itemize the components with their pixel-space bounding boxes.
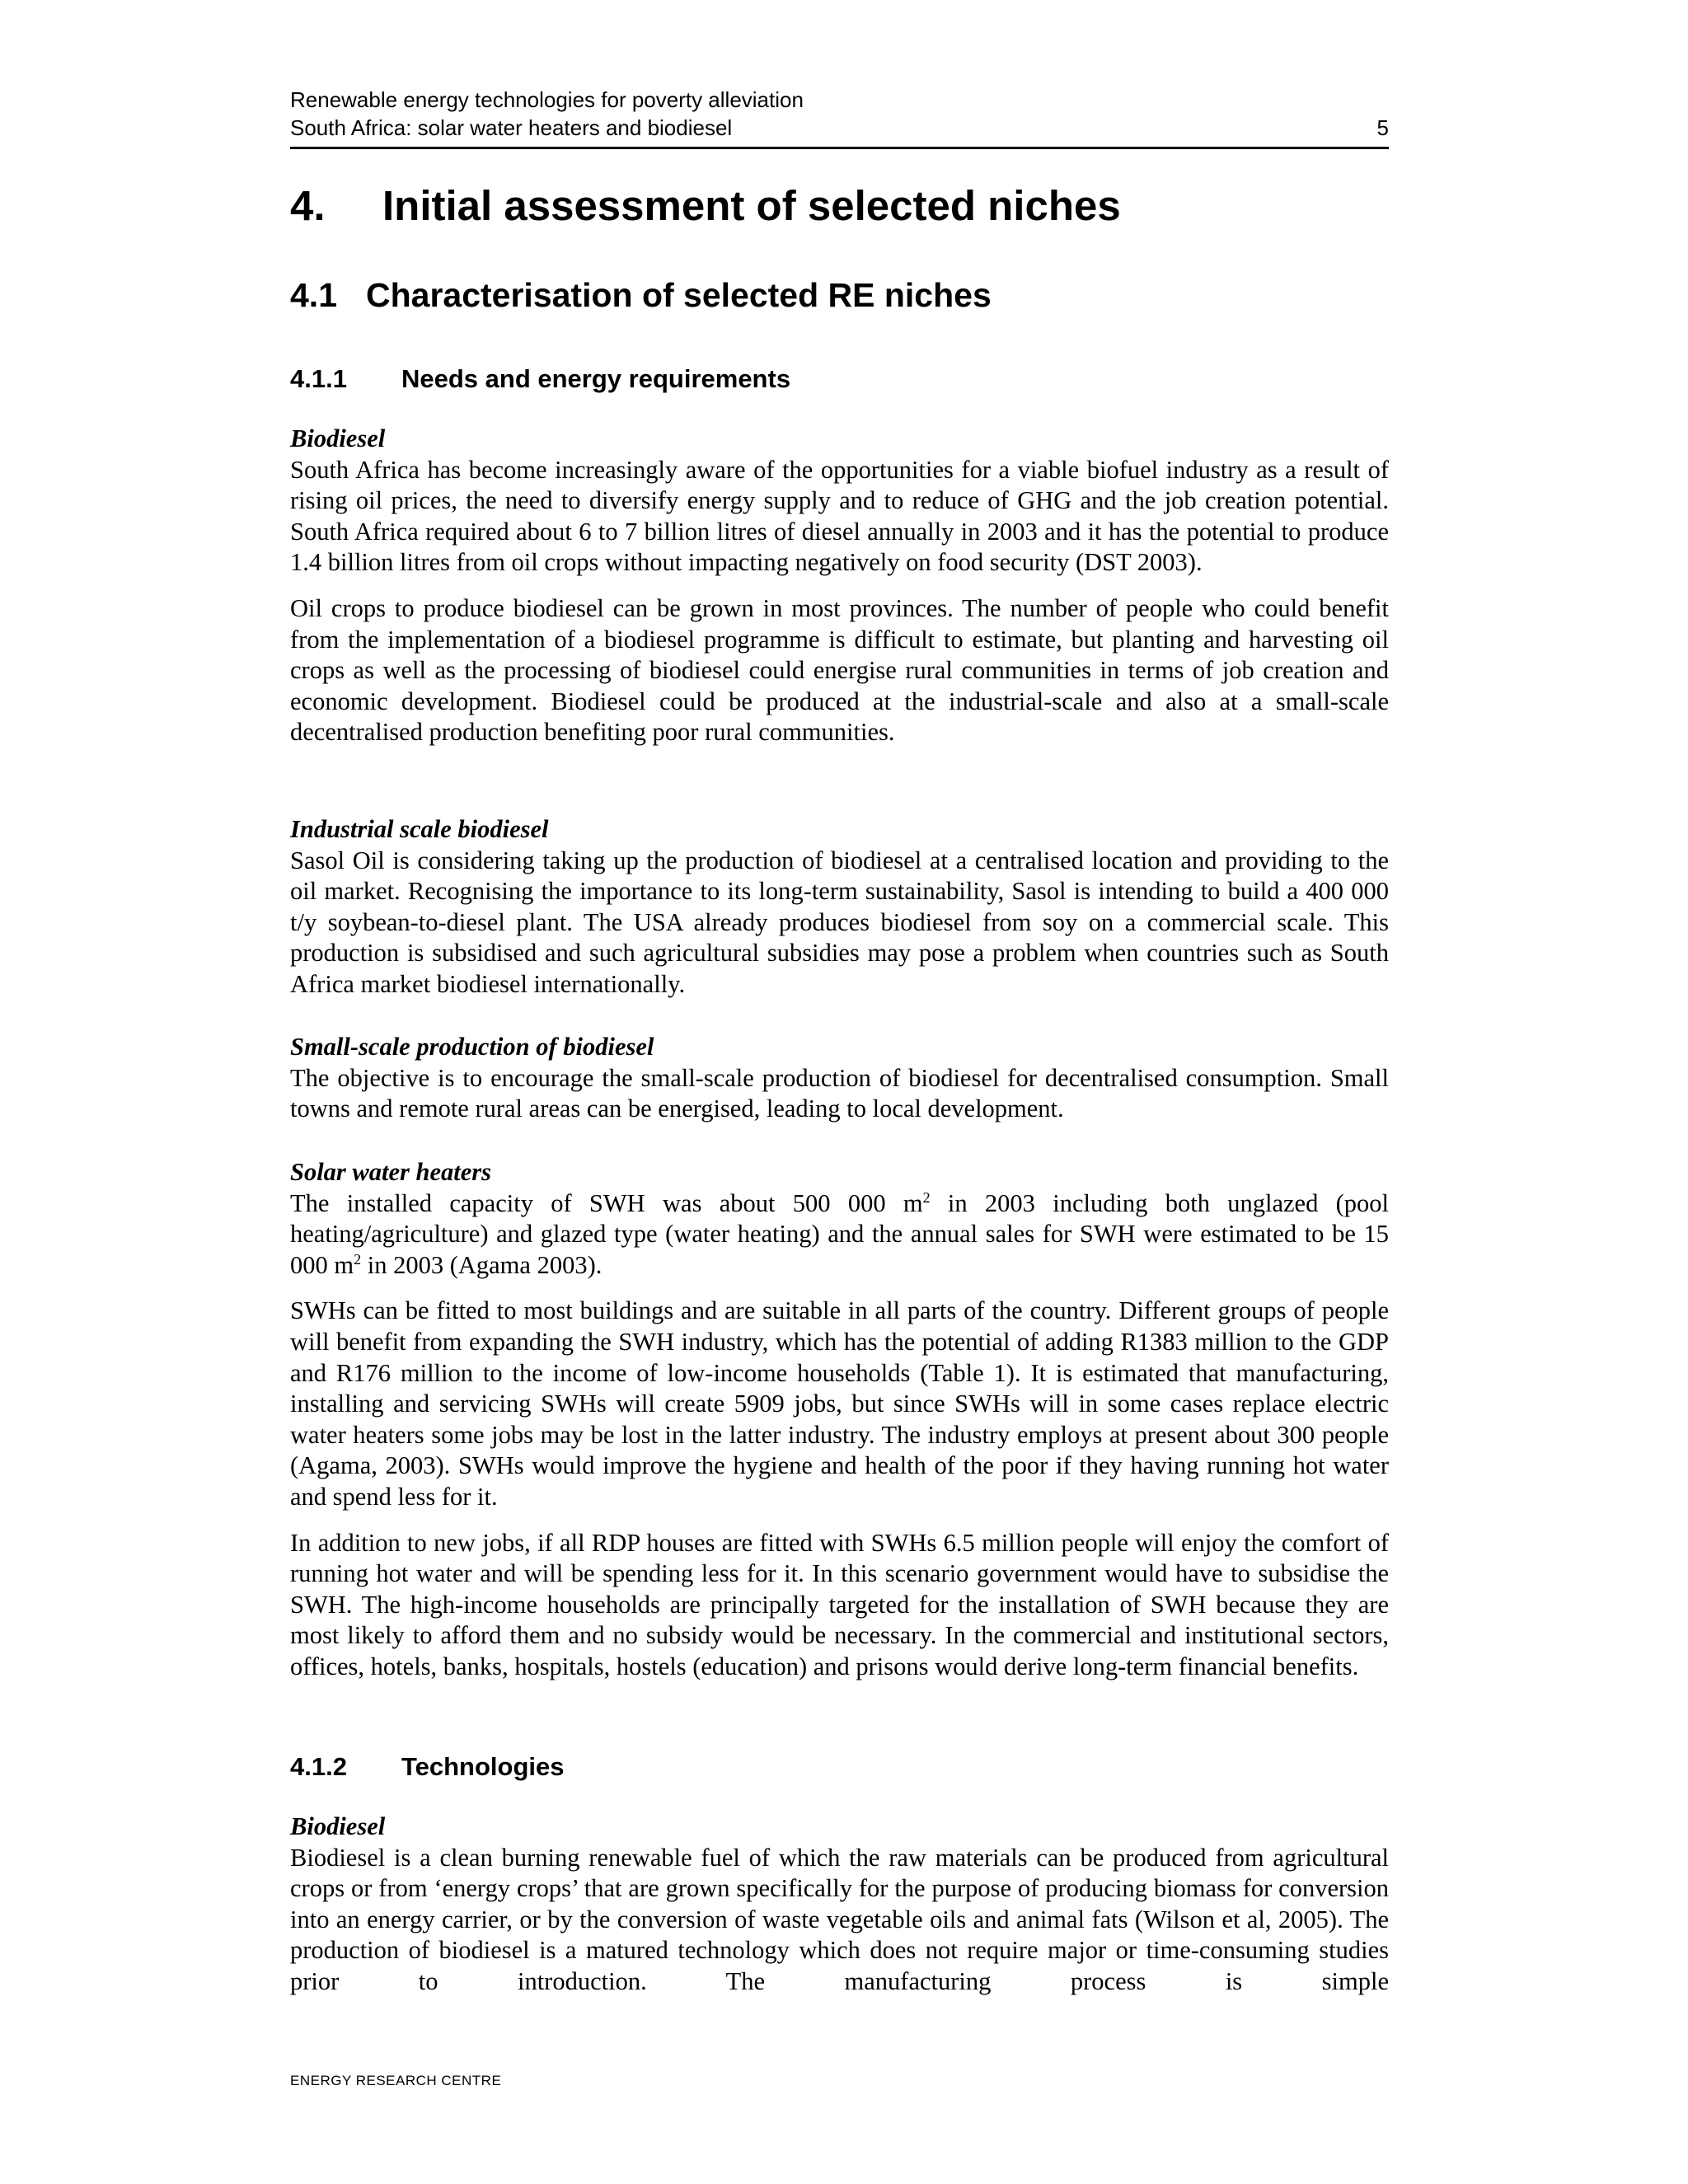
industrial-subhead: Industrial scale biodiesel xyxy=(290,815,549,843)
superscript: 2 xyxy=(354,1250,362,1268)
subsection-number: 4.1.1 xyxy=(290,364,347,393)
subsection-title: Needs and energy requirements xyxy=(401,364,791,393)
superscript: 2 xyxy=(922,1188,931,1206)
tech-biodiesel-block xyxy=(290,1811,1389,1998)
industrial-block xyxy=(290,814,1389,1001)
header-title-line1: Renewable energy technologies for poverty alleviation xyxy=(290,87,804,112)
header-title-line2: South Africa: solar water heaters and biodiesel xyxy=(290,115,733,140)
swh-subhead: Solar water heaters xyxy=(290,1158,492,1186)
industrial-paragraph: Sasol Oil is considering taking up the production of biodiesel at a centralised location and providing to the oil market. Recognising the importance to its long-term sustainability, Sasol is intending to build a 400 000 t/y soybean-to-diesel plant. The USA already produces biodiesel from soy on a commercial scale. This production is subsidised and such agricultural subsidies may pose a problem when countries such as South Africa market biodiesel internationally. xyxy=(290,846,1389,998)
section-number: 4.1 xyxy=(290,276,337,314)
swh-p1-part-c: in 2003 (Agama 2003). xyxy=(361,1250,603,1279)
subsection-heading-technologies xyxy=(290,1750,565,1783)
running-header xyxy=(290,86,1389,149)
biodiesel-block xyxy=(290,424,1389,748)
page-number: 5 xyxy=(1376,115,1389,140)
section-heading xyxy=(290,274,992,316)
swh-paragraph-3: In addition to new jobs, if all RDP houses are fitted with SWHs 6.5 million people will enjoy the comfort of running hot water and will be spending less for it. In this scenario government would have to subsidise the SWH. The high-income households are principally targeted for the installation of SWH because they are most likely to afford them and no subsidy would be necessary. In the commercial and institutional sectors, offices, hotels, banks, hospitals, hostels (education) and prisons would derive long-term financial benefits. xyxy=(290,1528,1389,1680)
swh-block xyxy=(290,1157,1389,1683)
chapter-title: Initial assessment of selected niches xyxy=(382,182,1121,229)
biodiesel-paragraph-2: Oil crops to produce biodiesel can be grown in most provinces. The number of people who could benefit from the implementation of a biodiesel programme is difficult to estimate, but planting and harvesting oil crops as well as the processing of biodiesel could energise rural communities in terms of job creation and economic development. Biodiesel could be produced at the industrial-scale and also at a small-scale decentralised production benefiting poor rural communities. xyxy=(290,593,1389,747)
swh-paragraph-2: SWHs can be fitted to most buildings and are suitable in all parts of the country. Different groups of people will benefit from expanding the SWH industry, which has the potential of adding R1383 million to the GDP and R176 million to the income of low-income households (Table 1). It is estimated that manufacturing, installing and servicing SWHs will create 5909 jobs, but since SWHs will in some cases replace electric water heaters some jobs may be lost in the latter industry. The industry employs at present about 300 people (Agama, 2003). SWHs would improve the hygiene and health of the poor if they having running hot water and spend less for it. xyxy=(290,1296,1389,1511)
section-title: Characterisation of selected RE niches xyxy=(366,276,992,314)
smallscale-block xyxy=(290,1032,1389,1125)
subsection-title: Technologies xyxy=(401,1752,565,1781)
chapter-number: 4. xyxy=(290,182,326,229)
subsection-heading-needs xyxy=(290,363,790,396)
tech-biodiesel-subhead: Biodiesel xyxy=(290,1812,386,1840)
biodiesel-paragraph-1: South Africa has become increasingly aware of the opportunities for a viable biofuel industry as a result of rising oil prices, the need to diversify energy supply and to reduce of GHG and the job creation potential. South Africa required about 6 to 7 billion litres of diesel annually in 2003 and it has the potential to produce 1.4 billion litres from oil crops without impacting negatively on food security (DST 2003). xyxy=(290,455,1389,577)
swh-paragraph-1 xyxy=(290,1188,1389,1282)
tech-biodiesel-paragraph: Biodiesel is a clean burning renewable fuel of which the raw materials can be produced from agricultural crops or from ‘energy crops’ that are grown specifically for the purpose of producing biomass for conversion into an energy carrier, or by the conversion of waste vegetable oils and animal fats (Wilson et al, 2005). The production of biodiesel is a matured technology which does not require major or time-consuming studies prior to introduction. The manufacturing process is simple xyxy=(290,1843,1389,1995)
biodiesel-subhead: Biodiesel xyxy=(290,424,386,452)
swh-p1-part-b: in 2003 including both unglazed (pool heating/agriculture) and glazed type (water heating) and the annual sales for SWH were estimated to be 15 000 m xyxy=(290,1188,1389,1279)
page-footer: ENERGY RESEARCH CENTRE xyxy=(290,2073,502,2088)
subsection-number: 4.1.2 xyxy=(290,1752,347,1781)
smallscale-subhead: Small-scale production of biodiesel xyxy=(290,1033,654,1061)
swh-p1-part-a: The installed capacity of SWH was about 500 000 m xyxy=(290,1188,923,1217)
header-line2 xyxy=(290,114,1389,142)
chapter-heading xyxy=(290,180,1121,232)
smallscale-paragraph: The objective is to encourage the small-scale production of biodiesel for decentralised consumption. Small towns and remote rural areas can be energised, leading to local development. xyxy=(290,1063,1389,1123)
